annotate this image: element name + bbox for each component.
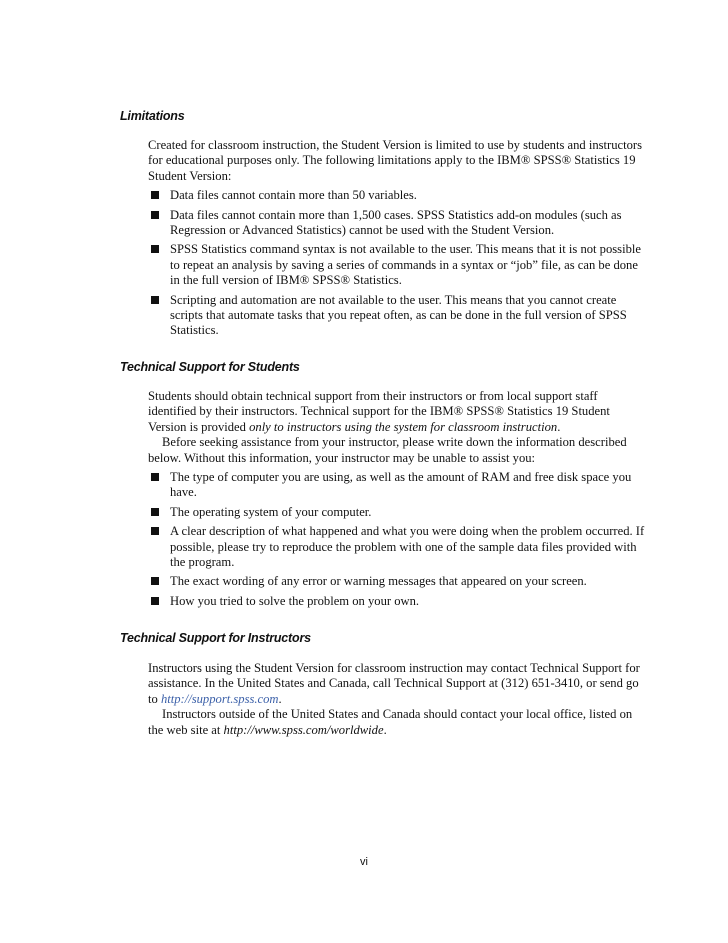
list-item: How you tried to solve the problem on your own. xyxy=(148,594,648,609)
limitations-intro: Created for classroom instruction, the Student Version is limited to use by students and instructors for educational purposes only. The following limitations apply to the IBM® SPSS® Statistics 19 Student Version: xyxy=(148,138,643,183)
limitations-section xyxy=(148,138,648,339)
list-item: Data files cannot contain more than 1,500 cases. SPSS Statistics add-on modules (such as Regression or Advanced Statistics) cannot be used with the Student Version. xyxy=(148,208,648,239)
page-number: vi xyxy=(360,856,368,868)
list-item: Scripting and automation are not available to the user. This means that you cannot create scripts that automate tasks that you repeat often, as can be done in the full version of SPSS Statistics. xyxy=(148,293,648,339)
limitations-list xyxy=(148,188,648,339)
instructors-paragraph-2 xyxy=(148,707,648,738)
list-item: The operating system of your computer. xyxy=(148,505,648,520)
list-item: The exact wording of any error or warning messages that appeared on your screen. xyxy=(148,574,648,589)
instructors-p1-end: . xyxy=(278,691,282,706)
students-p1-emphasis: only to instructors using the system for classroom instruction xyxy=(249,419,558,434)
students-heading: Technical Support for Students xyxy=(120,360,300,374)
students-p1-end: . xyxy=(557,419,561,434)
list-item: Data files cannot contain more than 50 variables. xyxy=(148,188,648,203)
list-item: SPSS Statistics command syntax is not available to the user. This means that it is not possible to repeat an analysis by saving a series of commands in a syntax or “job” file, as can be done in the full version of IBM® SPSS® Statistics. xyxy=(148,242,648,288)
students-p1-text: Students should obtain technical support from their instructors or from local support staff identified by their instructors. Technical support for the IBM® SPSS® Statistics 19 Student Version is provided xyxy=(148,389,610,434)
support-link[interactable]: http://support.spss.com xyxy=(160,691,279,706)
students-paragraph-1 xyxy=(148,389,648,435)
instructors-section xyxy=(148,661,648,738)
students-section xyxy=(148,389,648,609)
worldwide-link[interactable]: http://www.spss.com/worldwide xyxy=(223,722,384,737)
students-list xyxy=(148,470,648,609)
instructors-p2-text: Instructors outside of the United States and Canada should contact your local office, listed on the web site at xyxy=(148,707,633,737)
instructors-p1-text: Instructors using the Student Version for classroom instruction may contact Technical Support for assistance. In the United States and Canada, call Technical Support at (312) 651-3410, or send go to xyxy=(148,661,640,706)
list-item: The type of computer you are using, as well as the amount of RAM and free disk space you have. xyxy=(148,470,648,501)
students-paragraph-2: Before seeking assistance from your instructor, please write down the information described below. Without this information, your instructor may be unable to assist you: xyxy=(148,435,627,465)
instructors-heading: Technical Support for Instructors xyxy=(120,631,311,645)
list-item: A clear description of what happened and what you were doing when the problem occurred. If possible, please try to reproduce the problem with one of the sample data files provided with the program. xyxy=(148,524,648,570)
limitations-heading: Limitations xyxy=(120,109,185,123)
instructors-p2-end: . xyxy=(383,722,387,737)
instructors-paragraph-1 xyxy=(148,661,648,707)
